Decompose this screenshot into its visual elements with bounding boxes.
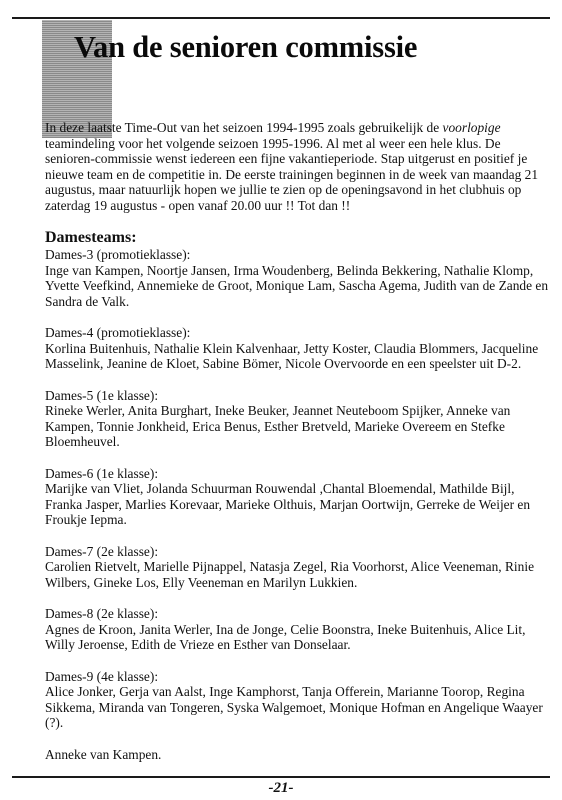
team-heading: Dames-3 (promotieklasse): bbox=[45, 247, 191, 262]
team-members: Carolien Rietvelt, Marielle Pijnappel, Natasja Zegel, Ria Voorhorst, Alice Veeneman, Rinie Wilbers, Gineke Los, Elly Veeneman en Marilyn Lukkien. bbox=[45, 559, 535, 590]
team-heading: Dames-7 (2e klasse): bbox=[45, 543, 159, 559]
team-block bbox=[45, 388, 550, 450]
intro-paragraph bbox=[45, 120, 550, 213]
team-heading: Dames-4 (promotieklasse): bbox=[45, 325, 191, 340]
team-members: Marijke van Vliet, Jolanda Schuurman Rouwendal ,Chantal Bloemendal, Mathilde Bijl, Franka Jasper, Marlies Korevaar, Marieke Olthuis, Marjan Oortwijn, Gerreke de Weijer en Froukje Iepma. bbox=[45, 481, 531, 527]
team-heading: Dames-6 (1e klasse): bbox=[45, 465, 159, 481]
team-heading: Dames-8 (2e klasse): bbox=[45, 606, 159, 621]
team-members: Agnes de Kroon, Janita Werler, Ina de Jonge, Celie Boonstra, Ineke Buitenhuis, Alice Lit, Willy Jeroense, Edith de Vrieze en Esther van Donselaar. bbox=[45, 621, 526, 652]
team-block bbox=[45, 325, 550, 372]
article-title: Van de senioren commissie bbox=[74, 30, 418, 64]
top-rule bbox=[12, 17, 550, 19]
intro-italic-word: voorlopige bbox=[442, 120, 501, 135]
signature: Anneke van Kampen. bbox=[45, 746, 162, 762]
team-members: Rineke Werler, Anita Burghart, Ineke Beuker, Jeannet Neuteboom Spijker, Anneke van Kampen, Tonnie Jonkheid, Erica Benus, Esther Bretveld, Marieke Overeem en Stefke Bloemheuvel. bbox=[45, 403, 511, 449]
team-members: Inge van Kampen, Noortje Jansen, Irma Woudenberg, Belinda Bekkering, Nathalie Klomp, Yvette Veefkind, Annemieke de Groot, Monique Lam, Sascha Agema, Judith van de Zande en Sandra de Valk. bbox=[45, 262, 549, 309]
team-heading: Dames-9 (4e klasse): bbox=[45, 668, 159, 684]
intro-text-end: teamindeling voor het volgende seizoen 1995-1996. Al met al weer een hele klus. De senioren-commissie wenst iedereen een fijne vakantieperiode. Stap uitgerust en positief je nieuwe team en de competitie in. De eerste trainingen beginnen in de week van maandag 21 augustus, maar natuurlijk hopen we jullie te zien op de openingsavond in het clubhuis op zaterdag 19 augustus - open vanaf 20.00 uur !! Tot dan !! bbox=[45, 135, 539, 213]
team-block bbox=[45, 247, 550, 309]
team-block bbox=[45, 606, 550, 653]
team-block bbox=[45, 466, 550, 528]
team-members: Korlina Buitenhuis, Nathalie Klein Kalvenhaar, Jetty Koster, Claudia Blommers, Jacqueline Masselink, Jeanine de Kloet, Sabine Bömer, Nicole Overvoorde en een speelster uit D-2. bbox=[45, 340, 539, 371]
bottom-rule bbox=[12, 776, 550, 778]
intro-text-start: In deze laatste Time-Out van het seizoen 1994-1995 zoals gebruikelijk de bbox=[45, 120, 443, 135]
team-block bbox=[45, 669, 550, 731]
page-number: -21- bbox=[268, 780, 294, 796]
section-title: Damesteams: bbox=[45, 229, 137, 246]
team-block bbox=[45, 544, 550, 591]
team-members: Alice Jonker, Gerja van Aalst, Inge Kamphorst, Tanja Offerein, Marianne Toorop, Regina Sikkema, Miranda van Tongeren, Syska Walgemoet, Monique Hofman en Angelique Waayer (?). bbox=[45, 684, 543, 730]
team-heading: Dames-5 (1e klasse): bbox=[45, 387, 159, 403]
article-body bbox=[45, 120, 550, 762]
